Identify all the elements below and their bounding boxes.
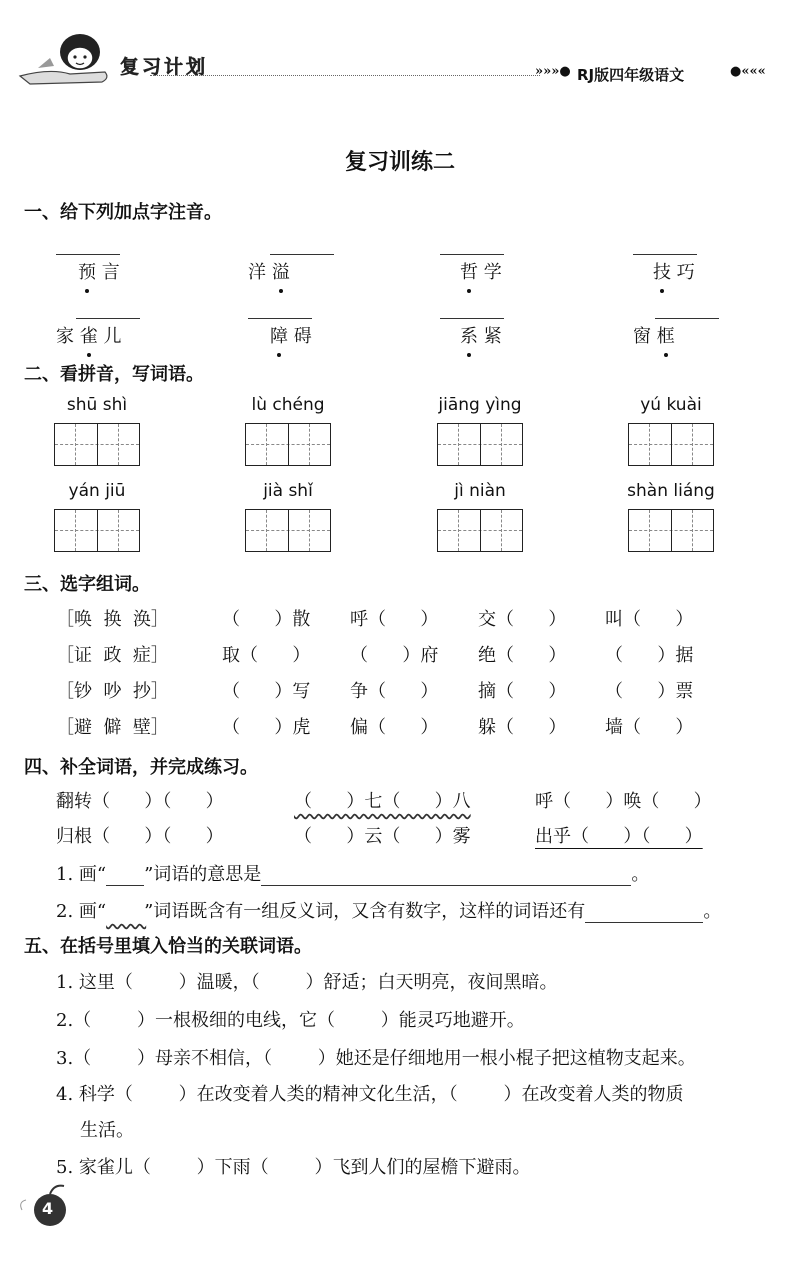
fill-line: 生活。 [80, 1120, 134, 1141]
question-1: 1. 画“ ”词语的意思是 。 [56, 864, 650, 885]
pinyin-label: lù chéng [251, 395, 325, 415]
fill-line: 5. 家雀儿（ ）下雨（ ）飞到人们的屋檐下避雨。 [56, 1157, 531, 1178]
writing-grid-box[interactable] [245, 423, 331, 466]
writing-grid-box[interactable] [437, 423, 523, 466]
word-blank[interactable]: 躲（ ） [478, 717, 567, 738]
section-5-heading: 五、在括号里填入恰当的关联词语。 [24, 936, 312, 957]
section-4-heading: 四、补全词语，并完成练习。 [24, 757, 258, 778]
phonetic-word: 洋 溢 [248, 258, 290, 284]
word-blank[interactable]: 争（ ） [350, 681, 439, 702]
writing-grid-box[interactable] [437, 509, 523, 552]
fill-line: 4. 科学（ ）在改变着人类的精神文化生活，（ ）在改变着人类的物质 [56, 1084, 684, 1105]
phonetic-word: 哲 学 [460, 258, 502, 284]
word-blank[interactable]: （ ）散 [222, 609, 311, 630]
phonetic-word: 技 巧 [653, 258, 695, 284]
answer-blank[interactable] [261, 885, 631, 886]
phonetic-word: 家 雀 儿 [56, 322, 121, 348]
pinyin-label: shàn liáng [627, 481, 715, 501]
word-blank[interactable]: 绝（ ） [478, 645, 567, 666]
dotted-char: 技 [653, 258, 671, 284]
section-3-heading: 三、选字组词。 [24, 574, 150, 595]
page-number-apple-icon [14, 1180, 94, 1230]
pinyin-blank[interactable] [633, 254, 697, 255]
char-group: ［钞 吵 抄］ [56, 681, 169, 702]
dotted-char: 框 [657, 322, 675, 348]
mascot-girl-icon [10, 28, 120, 88]
idiom-item-underlined: 出乎（ ）（ ） [535, 826, 703, 847]
char-group: ［证 政 症］ [56, 645, 169, 666]
dotted-char: 预 [78, 258, 96, 284]
idiom-item: 呼（ ）唤（ ） [535, 791, 712, 812]
page-title: 复习训练二 [344, 150, 455, 175]
word-blank[interactable]: （ ）票 [605, 681, 694, 702]
phonetic-word: 障 碍 [270, 322, 312, 348]
page-number: 4 [42, 1199, 54, 1218]
pinyin-blank[interactable] [248, 318, 312, 319]
word-blank[interactable]: 呼（ ） [350, 609, 439, 630]
word-blank[interactable]: 取（ ） [222, 645, 311, 666]
pinyin-label: yán jiū [68, 481, 126, 501]
fill-line: 3.（ ）母亲不相信，（ ）她还是仔细地用一根小棍子把这植物支起来。 [56, 1048, 696, 1069]
word-blank[interactable]: （ ）写 [222, 681, 311, 702]
idiom-item: 翻转（ ）（ ） [56, 791, 224, 812]
header-divider [150, 75, 540, 76]
section-2-heading: 二、看拼音，写词语。 [24, 364, 204, 385]
fill-line: 2.（ ）一根极细的电线，它（ ）能灵巧地避开。 [56, 1010, 525, 1031]
word-blank[interactable]: 叫（ ） [605, 609, 694, 630]
pinyin-blank[interactable] [440, 318, 504, 319]
phonetic-word: 窗 框 [633, 322, 675, 348]
arrows-right-icon: ●««« [730, 64, 766, 79]
writing-grid-box[interactable] [54, 509, 140, 552]
answer-blank[interactable] [585, 922, 703, 923]
dotted-char: 系 [460, 322, 478, 348]
word-blank[interactable]: 摘（ ） [478, 681, 567, 702]
dotted-char: 障 [270, 322, 288, 348]
idiom-item: 归根（ ）（ ） [56, 826, 224, 847]
question-2: 2. 画“ ”词语既含有一组反义词，又含有数字，这样的词语还有 。 [56, 901, 722, 922]
idiom-item-wavy: （ ）七（ ）八 [294, 791, 471, 812]
brand-title: 复习计划 [120, 56, 209, 78]
word-blank[interactable]: （ ）府 [350, 645, 439, 666]
writing-grid-box[interactable] [54, 423, 140, 466]
word-blank[interactable]: （ ）据 [605, 645, 694, 666]
pinyin-label: yú kuài [640, 395, 702, 415]
pinyin-blank[interactable] [655, 318, 719, 319]
arrows-left-icon: »»»● [535, 64, 571, 79]
section-1-heading: 一、给下列加点字注音。 [24, 202, 222, 223]
dotted-char: 溢 [272, 258, 290, 284]
word-blank[interactable]: （ ）虎 [222, 717, 311, 738]
phonetic-word: 预 言 [78, 258, 120, 284]
pinyin-label: jià shǐ [263, 481, 313, 501]
pinyin-blank[interactable] [440, 254, 504, 255]
pinyin-blank[interactable] [56, 254, 120, 255]
pinyin-blank[interactable] [270, 254, 334, 255]
char-group: ［唤 换 涣］ [56, 609, 169, 630]
word-blank[interactable]: 偏（ ） [350, 717, 439, 738]
pinyin-blank[interactable] [76, 318, 140, 319]
dotted-char: 雀 [80, 322, 98, 348]
idiom-item: （ ）云（ ）雾 [294, 826, 471, 847]
writing-grid-box[interactable] [628, 423, 714, 466]
writing-grid-box[interactable] [628, 509, 714, 552]
pinyin-label: jiāng yìng [438, 395, 522, 415]
word-blank[interactable]: 交（ ） [478, 609, 567, 630]
pinyin-label: jì niàn [454, 481, 506, 501]
pinyin-label: shū shì [66, 395, 128, 415]
dotted-char: 哲 [460, 258, 478, 284]
phonetic-word: 系 紧 [460, 322, 502, 348]
writing-grid-box[interactable] [245, 509, 331, 552]
char-group: ［避 僻 壁］ [56, 717, 169, 738]
fill-line: 1. 这里（ ）温暖，（ ）舒适；白天明亮，夜间黑暗。 [56, 972, 558, 993]
word-blank[interactable]: 墙（ ） [605, 717, 694, 738]
header-grade-label: RJ版四年级语文 [577, 66, 685, 84]
